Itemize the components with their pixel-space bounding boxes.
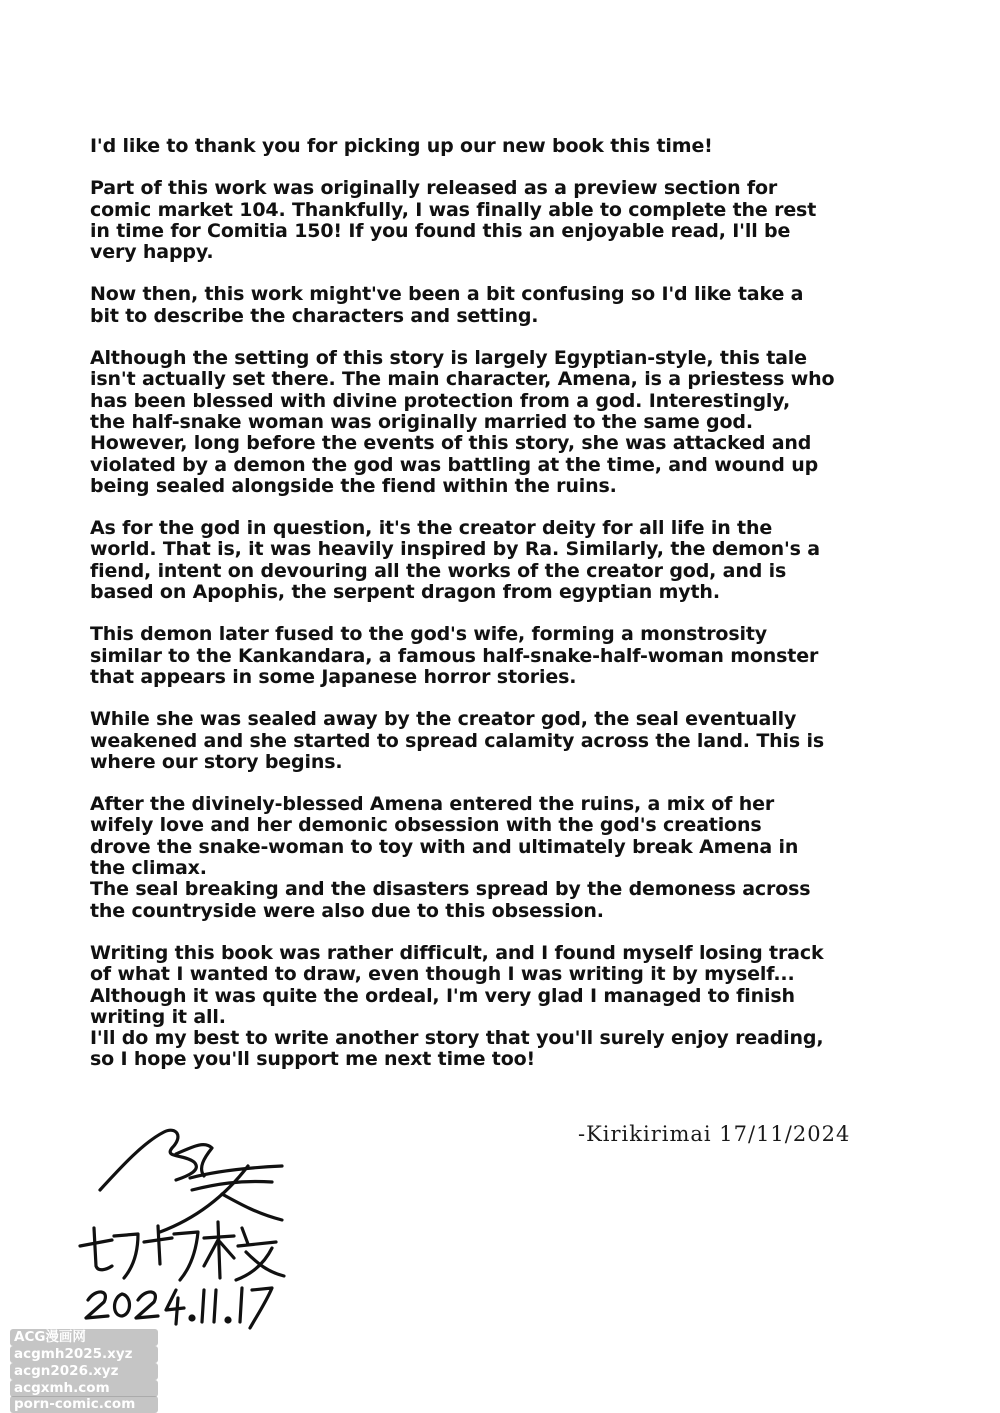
- paragraph-intro: Now then, this work might've been a bit confusing so I'd like take a bit to describe the characters and setting.: [90, 283, 804, 327]
- handwritten-signature: [72, 1118, 312, 1338]
- paragraph-climax: After the divinely-blessed Amena entered the ruins, a mix of her wifely love and her demonic obsession with the god's creations drove the snake-woman to toy with and ultimately break Amena in the climax. The seal breaking and the disasters spread by the demoness across the countryside were also due to this obsession.: [90, 793, 811, 922]
- paragraph-closing: Writing this book was rather difficult, and I found myself losing track of what I wanted to draw, even though I was writing it by myself... Although it was quite the ordeal, I'm very glad I managed to finish writing it all. I'll do my best to write another story that you'll surely enjoy reading, so I hope you'll support me next time too!: [90, 941, 824, 1071]
- paragraph-demon: This demon later fused to the god's wife, forming a monstrosity similar to the Kankandara, a famous half-snake-half-woman monster that appears in some Japanese horror stories.: [90, 623, 819, 688]
- paragraph-seal: While she was sealed away by the creator god, the seal eventually weakened and she started to spread calamity across the land. This is where our story begins.: [90, 708, 825, 773]
- paragraph-release: Part of this work was originally released as a preview section for comic market 104. Thankfully, I was finally able to complete the rest in time for Comitia 150! If you found this an enjoyable read, I'll be very happy.: [90, 177, 817, 264]
- watermark-label: acgmh2025.xyz: [10, 1346, 158, 1363]
- paragraph-setting: Although the setting of this story is largely Egyptian-style, this tale isn't actually set there. The main character, Amena, is a priestess who has been blessed with divine protection from a god. Interestingly, the half-snake woman was originally married to the same god. However, long before the events of this story, she was attacked and violated by a demon the god was battling at the time, and wound up being sealed alongside the fiend within the ruins.: [90, 347, 835, 497]
- watermark-label: acgxmh.com: [10, 1380, 158, 1397]
- author-signoff: -Kirikirimai 17/11/2024: [578, 1122, 851, 1146]
- watermark-label: acgn2026.xyz: [10, 1363, 158, 1380]
- paragraph-thanks: I'd like to thank you for picking up our new book this time!: [90, 135, 713, 157]
- paragraph-god: As for the god in question, it's the creator deity for all life in the world. That is, it was heavily inspired by Ra. Similarly, the demon's a fiend, intent on devouring all the works of the creator god, and is based on Apophis, the serpent dragon from egyptian myth.: [90, 517, 820, 604]
- afterword-text: [90, 136, 850, 1092]
- watermark-label: ACG漫画网: [10, 1329, 158, 1346]
- watermark-label: porn-comic.com: [10, 1396, 158, 1413]
